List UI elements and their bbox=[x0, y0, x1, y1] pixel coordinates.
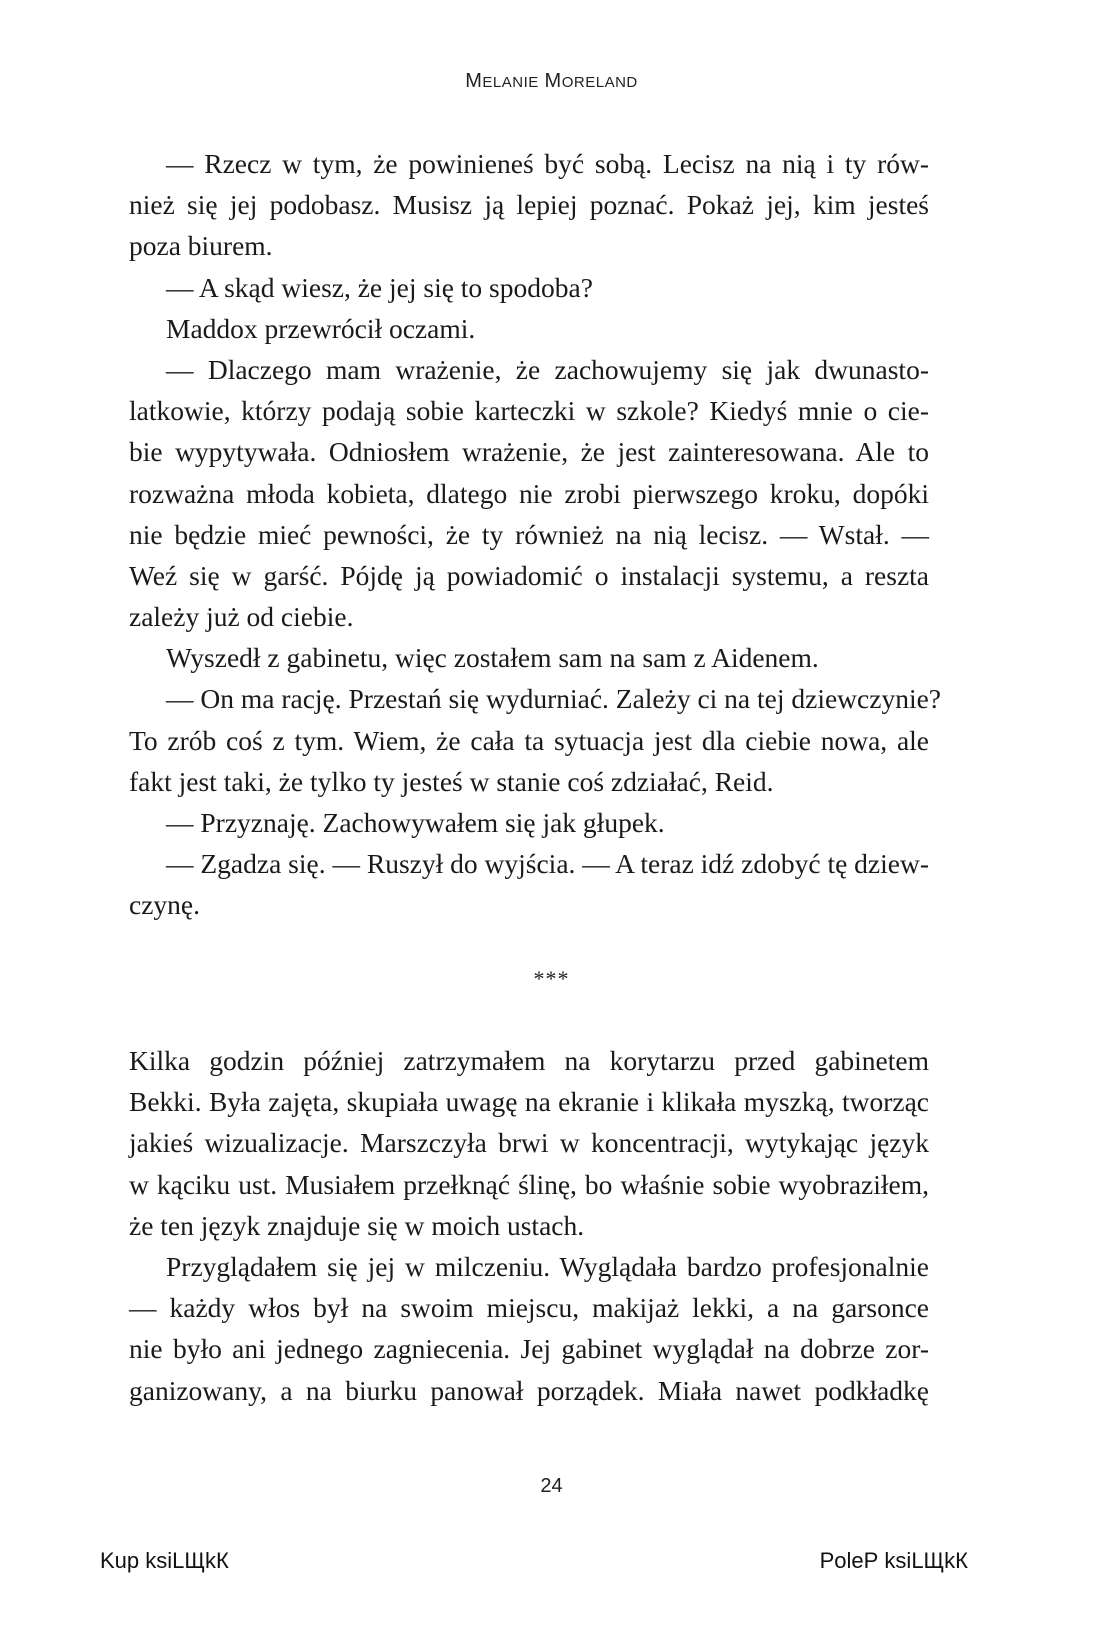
text-line: — Przyznaję. Zachowywałem się jak głupek. bbox=[166, 807, 665, 838]
text-line: — On ma rację. Przestań się wydurniać. Zależy ci na tej dziewczynie? bbox=[166, 683, 941, 715]
running-header-author bbox=[0, 70, 1103, 93]
text-line: jakieś wizualizacje. Marszczyła brwi w koncentracji, wytykając język bbox=[129, 1127, 929, 1159]
text-line: Weź się w garść. Pójdę ją powiadomić o instalacji systemu, a reszta bbox=[129, 559, 929, 591]
text-line: poza biurem. bbox=[129, 230, 273, 262]
buy-book-link[interactable]: Kup ksiLЩkК bbox=[100, 1548, 229, 1573]
body-text-block-2 bbox=[129, 1040, 929, 1411]
text-line: latkowie, którzy podają sobie karteczki w szkole? Kiedyś mnie o cie- bbox=[129, 395, 929, 427]
text-line: Maddox przewrócił oczami. bbox=[166, 312, 476, 344]
text-line: Bekki. Była zajęta, skupiała uwagę na ekranie i klikała myszką, tworząc bbox=[129, 1086, 929, 1118]
text-line: — Dlaczego mam wrażenie, że zachowujemy się jak dwunasto- bbox=[166, 353, 929, 385]
text-line: — Zgadza się. — Ruszył do wyjścia. — A teraz idź zdobyć tę dziew- bbox=[166, 848, 929, 880]
body-text-block-1 bbox=[129, 143, 941, 926]
text-line: ganizowany, a na biurku panował porządek. Miała nawet podkładkę bbox=[129, 1374, 929, 1406]
text-line: — A skąd wiesz, że jej się to spodoba? bbox=[166, 271, 593, 303]
text-line: nie będzie mieć pewności, że ty również na nią lecisz. — Wstał. — bbox=[129, 518, 929, 550]
text-line: zależy już od ciebie. bbox=[129, 601, 354, 633]
text-line: nież się jej podobasz. Musisz ją lepiej poznać. Pokaż jej, kim jesteś bbox=[129, 189, 929, 221]
text-line: Przyglądałem się jej w milczeniu. Wyglądała bardzo profesjonalnie bbox=[166, 1250, 929, 1282]
text-line: bie wypytywała. Odniosłem wrażenie, że jest zainteresowana. Ale to bbox=[129, 436, 929, 468]
page-number: 24 bbox=[540, 1475, 563, 1497]
author-name: MELANIE MORELAND bbox=[465, 70, 638, 92]
text-line: rozważna młoda kobieta, dlatego nie zrobi pierwszego kroku, dopóki bbox=[129, 477, 929, 509]
text-line: — Rzecz w tym, że powinieneś być sobą. Lecisz na nią i ty rów- bbox=[166, 148, 929, 179]
text-line: nie było ani jednego zagniecenia. Jej gabinet wyglądał na dobrze zor- bbox=[129, 1333, 929, 1365]
recommend-book-link[interactable]: PoleР ksiLЩkК bbox=[819, 1548, 968, 1573]
text-line: Wyszedł z gabinetu, więc zostałem sam na sam z Aidenem. bbox=[166, 642, 819, 674]
text-line: Kilka godzin później zatrzymałem na korytarzu przed gabinetem bbox=[129, 1045, 929, 1076]
text-line: że ten język znajduje się w moich ustach. bbox=[129, 1209, 585, 1241]
text-line: — każdy włos był na swoim miejscu, makijaż lekki, a na garsonce bbox=[129, 1292, 929, 1324]
text-line: To zrób coś z tym. Wiem, że cała ta sytuacja jest dla ciebie nowa, ale bbox=[129, 724, 929, 756]
text-line: fakt jest taki, że tylko ty jesteś w stanie coś zdziałać, Reid. bbox=[129, 765, 774, 797]
section-separator: *** bbox=[533, 966, 570, 991]
text-line: czynę. bbox=[129, 889, 200, 921]
text-line: w kąciku ust. Musiałem przełknąć ślinę, bo właśnie sobie wyobraziłem, bbox=[129, 1168, 929, 1200]
